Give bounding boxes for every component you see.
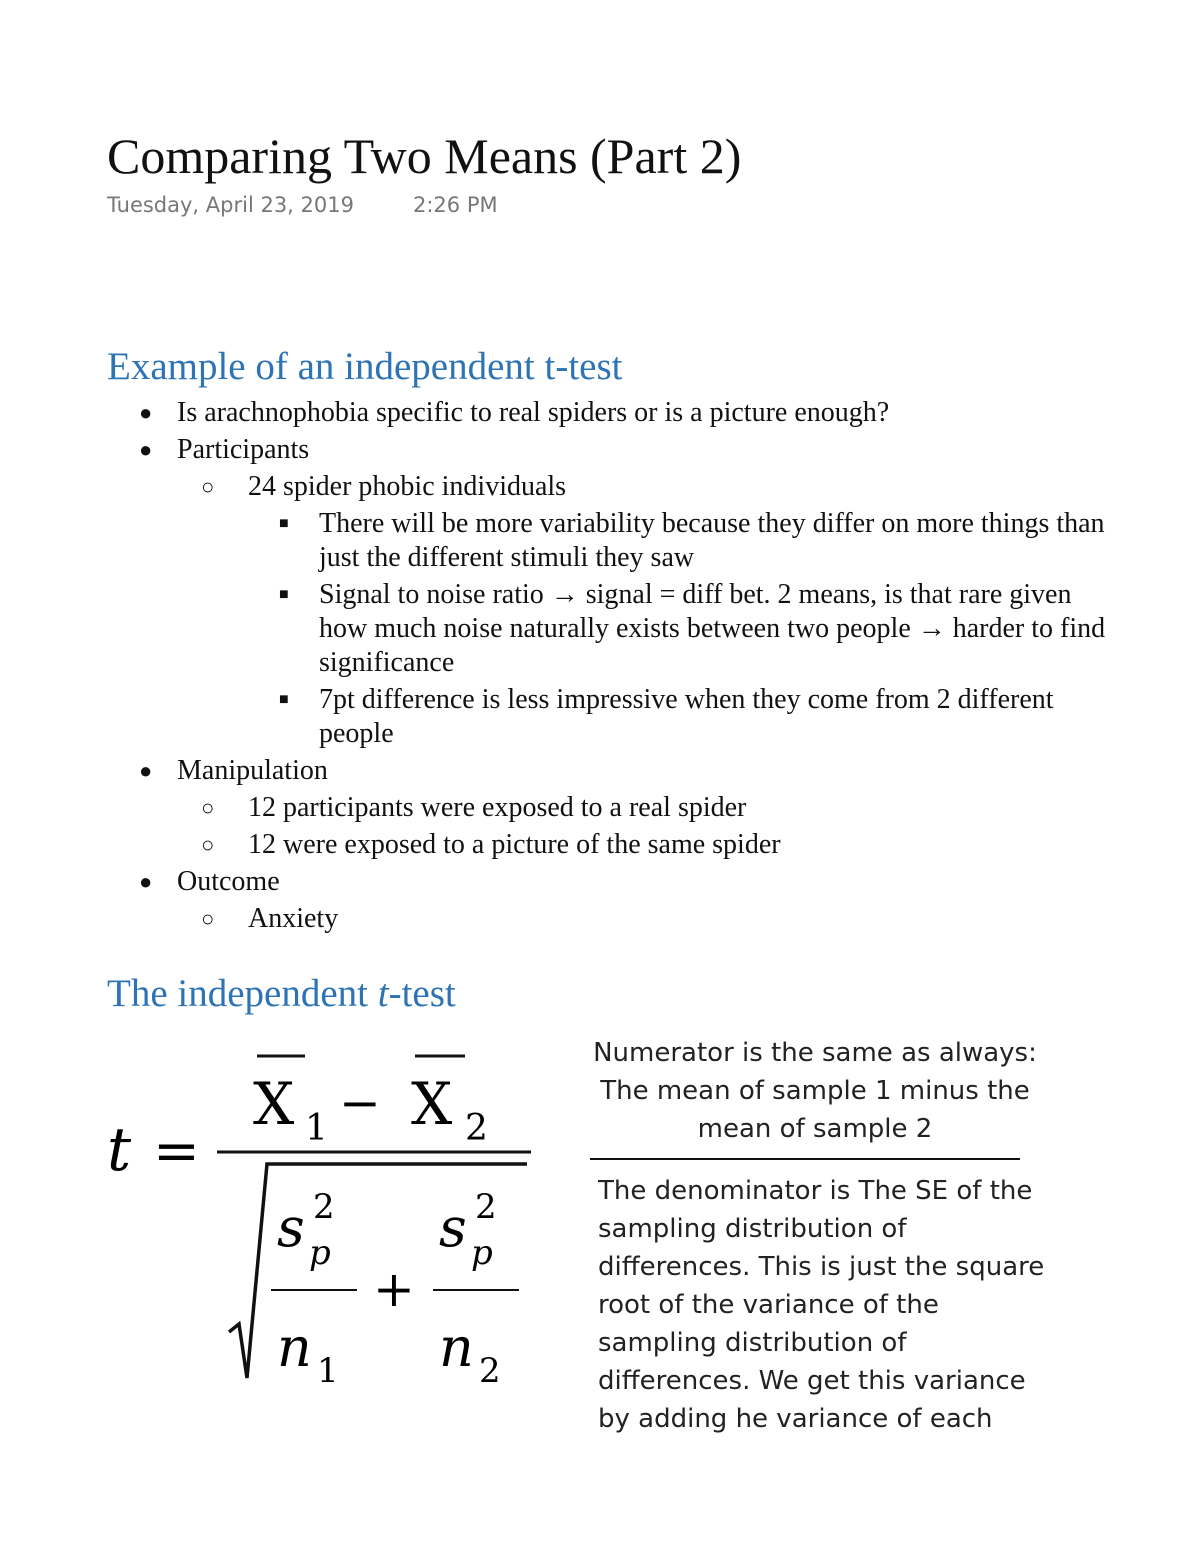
page-date: Tuesday, April 23, 2019 bbox=[107, 193, 354, 217]
section-heading-example: Example of an independent t-test bbox=[107, 345, 623, 388]
formula-s1-superscript: 2 bbox=[313, 1187, 335, 1227]
formula-n2-subscript: 2 bbox=[479, 1351, 501, 1391]
list-item: ■ There will be more variability because they differ on more things than just the different stimuli they saw bbox=[279, 508, 1105, 573]
formula-x2: X bbox=[411, 1070, 453, 1138]
bullet-circle-icon: ○ bbox=[201, 906, 215, 931]
denominator-note: The denominator is The SE of the sampling distribution of differences. This is just the square root of the variance of the sampling distribution of differences. We get this variance by adding he variance of each bbox=[598, 1176, 1045, 1434]
bullet-square-icon: ■ bbox=[279, 515, 289, 532]
list-item: ○ 12 were exposed to a picture of the same spider bbox=[201, 829, 781, 860]
section-heading-independent-t-test: The independent t-test bbox=[107, 972, 456, 1015]
page-time: 2:26 PM bbox=[413, 193, 498, 217]
list-item: ○ 12 participants were exposed to a real spider bbox=[201, 792, 747, 823]
formula-x2-subscript: 2 bbox=[465, 1108, 488, 1149]
bullet-disc-icon: ● bbox=[139, 400, 153, 425]
formula-s1-subscript: p bbox=[309, 1233, 331, 1273]
bullet-circle-icon: ○ bbox=[201, 832, 215, 857]
formula-n1-subscript: 1 bbox=[317, 1351, 339, 1391]
bullet-disc-icon: ● bbox=[139, 437, 153, 462]
numerator-note: Numerator is the same as always: The mean of sample 1 minus the mean of sample 2 bbox=[593, 1038, 1037, 1144]
list-item: ● Manipulation bbox=[139, 755, 328, 786]
formula-n1: n bbox=[277, 1316, 312, 1379]
list-item: ■ 7pt difference is less impressive when they come from 2 different people bbox=[279, 684, 1054, 749]
page-timestamp bbox=[107, 193, 498, 217]
formula-x1: X bbox=[253, 1070, 295, 1138]
formula-lhs-t: t bbox=[107, 1115, 132, 1185]
list-item: ● Outcome bbox=[139, 866, 280, 897]
bullet-disc-icon: ● bbox=[139, 869, 153, 894]
bullet-circle-icon: ○ bbox=[201, 474, 215, 499]
formula-explanation bbox=[580, 1034, 1050, 1438]
list-item: ○ 24 spider phobic individuals bbox=[201, 471, 567, 502]
list-item: ● Is arachnophobia specific to real spiders or is a picture enough? bbox=[139, 397, 890, 428]
formula-x1-subscript: 1 bbox=[305, 1108, 328, 1149]
bullet-circle-icon: ○ bbox=[201, 795, 215, 820]
formula-n2: n bbox=[439, 1316, 474, 1379]
formula-s2-subscript: p bbox=[471, 1233, 493, 1273]
list-item: ○ Anxiety bbox=[201, 903, 339, 934]
example-outline bbox=[0, 393, 1200, 936]
list-item: ● Participants bbox=[139, 434, 310, 465]
t-test-formula-image bbox=[107, 1032, 547, 1402]
t-test-formula bbox=[107, 1032, 547, 1402]
formula-equals: = bbox=[153, 1119, 200, 1184]
page-title: Comparing Two Means (Part 2) bbox=[107, 128, 742, 184]
formula-s2: s bbox=[439, 1196, 467, 1259]
formula-plus: + bbox=[373, 1260, 415, 1318]
list-item: ■ Signal to noise ratio → signal = diff bet. 2 means, is that rare given how much noise naturally exists between two people → harder to find significance bbox=[279, 579, 1106, 678]
explanation-divider bbox=[590, 1158, 1020, 1160]
formula-s1: s bbox=[277, 1196, 305, 1259]
bullet-square-icon: ■ bbox=[279, 586, 289, 603]
formula-s2-superscript: 2 bbox=[475, 1187, 497, 1227]
bullet-disc-icon: ● bbox=[139, 758, 153, 783]
formula-minus: − bbox=[339, 1074, 381, 1132]
bullet-square-icon: ■ bbox=[279, 691, 289, 708]
